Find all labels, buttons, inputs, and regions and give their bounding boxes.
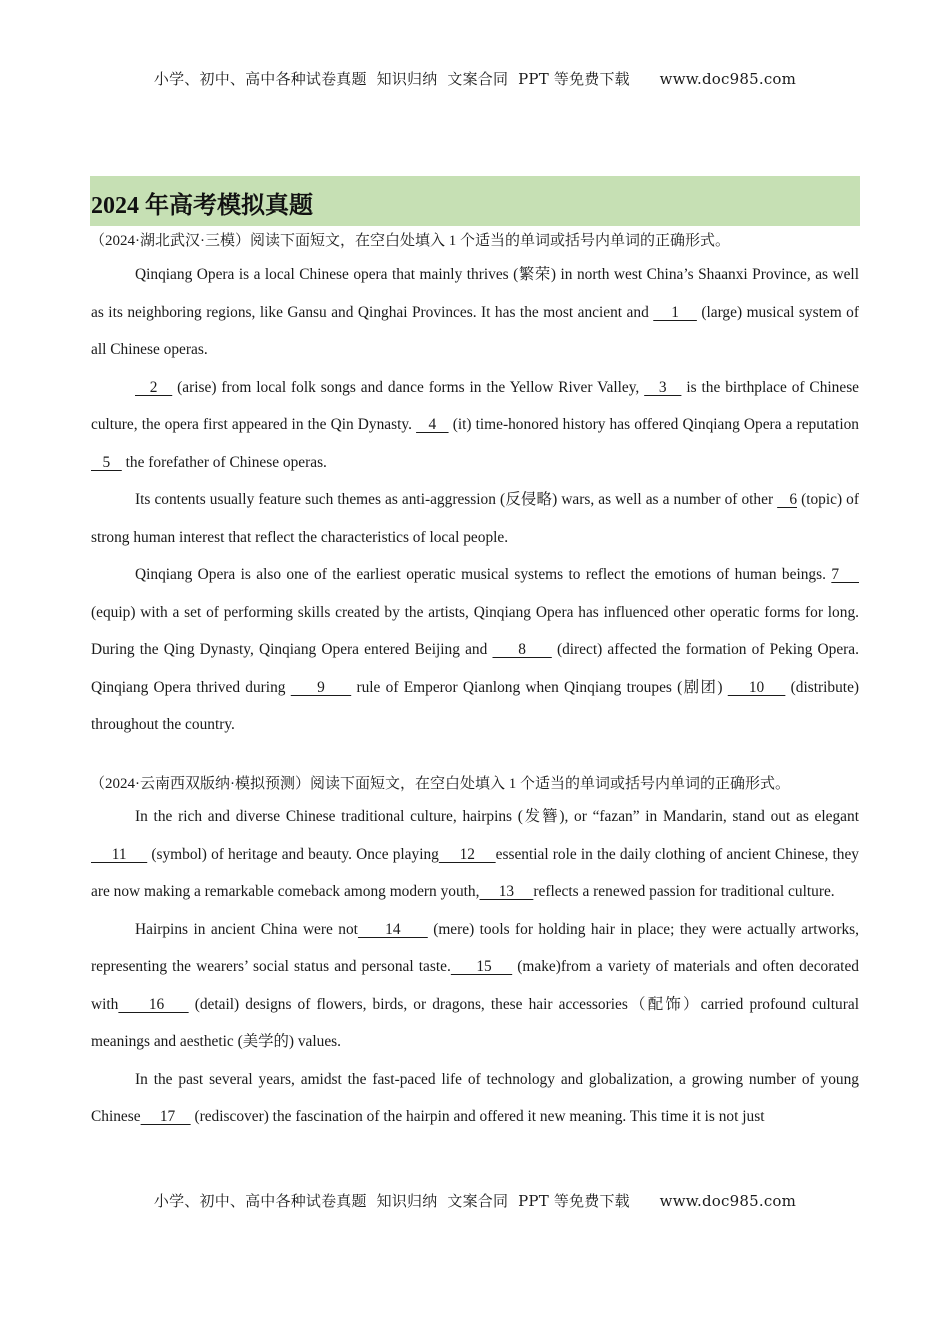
blank-3: 3 bbox=[644, 378, 682, 396]
page-header: 小学、初中、高中各种试卷真题 知识归纳 文案合同 PPT 等免费下载 www.doc985.com bbox=[153, 70, 797, 88]
section-banner bbox=[90, 176, 860, 226]
passage-1-paragraph-4 bbox=[91, 556, 859, 744]
blank-4: 4 bbox=[416, 416, 449, 433]
blank-11: 11 bbox=[91, 845, 148, 863]
passage-1-paragraph-3 bbox=[91, 481, 859, 556]
blank-14: 14 bbox=[357, 920, 428, 938]
text-segment: Hairpins in ancient China were not bbox=[135, 920, 358, 938]
passage-2-paragraph-2 bbox=[91, 911, 859, 1061]
blank-10: 10 bbox=[727, 678, 786, 696]
text-segment: (topic) of strong human interest that reflect the characteristics of local people. bbox=[91, 491, 859, 546]
passage-1-source: （2024·湖北武汉·三模）阅读下面短文，在空白处填入 1 个适当的单词或括号内单词的正确形式。 bbox=[90, 233, 730, 249]
blank-12: 12 bbox=[438, 845, 496, 863]
text-segment: (rediscover) the fascination of the hairpin and offered it new meaning. This time it is not just bbox=[190, 1108, 765, 1125]
text-segment: (make)from a variety of materials and often decorated with bbox=[91, 958, 859, 1013]
page-footer: 小学、初中、高中各种试卷真题 知识归纳 文案合同 PPT 等免费下载 www.doc985.com bbox=[153, 1192, 797, 1210]
text-segment: (mere) tools for holding hair in place; they were actually artworks, representing the wearers’ social status and personal taste. bbox=[91, 920, 859, 975]
text-segment: essential role in the daily clothing of ancient Chinese, they are now making a remarkable comeback among modern youth, bbox=[91, 845, 859, 900]
blank-15: 15 bbox=[450, 958, 513, 975]
blank-16: 16 bbox=[118, 995, 189, 1013]
text-segment: Its contents usually feature such themes as anti-aggression (反侵略) wars, as well as a number of other bbox=[135, 491, 778, 508]
text-segment: rule of Emperor Qianlong when Qinqiang troupes (剧团) bbox=[351, 678, 728, 696]
blank-17: 17 bbox=[140, 1108, 191, 1125]
text-segment: (large) musical system of all Chinese operas. bbox=[91, 303, 859, 358]
text-segment: Qinqiang Opera is also one of the earliest operatic musical systems to reflect the emotions of human beings. bbox=[135, 566, 832, 583]
passage-1-paragraph-1 bbox=[91, 256, 859, 369]
section-title: 2024 年高考模拟真题 bbox=[91, 193, 313, 219]
text-segment: In the past several years, amidst the fast-paced life of technology and globalization, a growing number of young Chinese bbox=[91, 1070, 859, 1125]
passage-1 bbox=[91, 227, 859, 744]
blank-13: 13 bbox=[479, 883, 534, 900]
text-segment: Qinqiang Opera is a local Chinese opera that mainly thrives (繁荣) in north west China’s Shaanxi Province, as well as its neighboring regions, like Gansu and Qinghai Provinces. It has the most ancient and bbox=[91, 266, 859, 321]
blank-1: 1 bbox=[653, 303, 697, 321]
text-segment: (symbol) of heritage and beauty. Once playing bbox=[147, 845, 439, 863]
blank-8: 8 bbox=[492, 641, 552, 658]
passage-2 bbox=[91, 770, 859, 1136]
blank-5: 5 bbox=[91, 453, 122, 471]
blank-6: 6 bbox=[777, 491, 798, 508]
text-segment: (detail) designs of flowers, birds, or dragons, these hair accessories（配饰）carried profound cultural meanings and aesthetic (美学的) values. bbox=[91, 995, 859, 1050]
text-segment: reflects a renewed passion for traditional culture. bbox=[533, 883, 835, 900]
text-segment: (equip) with a set of performing skills created by the artists, Qinqiang Opera has influenced other operatic forms for long. During the Qing Dynasty, Qinqiang Opera entered Beijing and bbox=[91, 603, 859, 658]
passage-1-paragraph-2 bbox=[91, 369, 859, 482]
text-segment: (arise) from local folk songs and dance forms in the Yellow River Valley, bbox=[172, 378, 645, 396]
text-segment: (it) time-honored history has offered Qinqiang Opera a reputation bbox=[448, 416, 859, 433]
text-segment: (distribute) throughout the country. bbox=[91, 678, 860, 733]
passage-2-paragraph-3 bbox=[91, 1061, 859, 1136]
blank-7: 7 bbox=[831, 566, 859, 583]
text-segment: In the rich and diverse Chinese traditional culture, hairpins (发簪), or “fazan” in Mandarin, stand out as elegant bbox=[135, 808, 859, 825]
passage-2-source: （2024·云南西双版纳·模拟预测）阅读下面短文，在空白处填入 1 个适当的单词或括号内单词的正确形式。 bbox=[90, 776, 790, 792]
text-segment: (direct) affected the formation of Peking Opera. Qinqiang Opera thrived during bbox=[91, 641, 859, 696]
text-segment: is the birthplace of Chinese culture, the opera first appeared in the Qin Dynasty. bbox=[91, 378, 860, 433]
blank-9: 9 bbox=[290, 678, 352, 696]
blank-2: 2 bbox=[135, 378, 173, 396]
passage-2-paragraph-1 bbox=[91, 798, 859, 911]
text-segment: the forefather of Chinese operas. bbox=[121, 453, 327, 471]
